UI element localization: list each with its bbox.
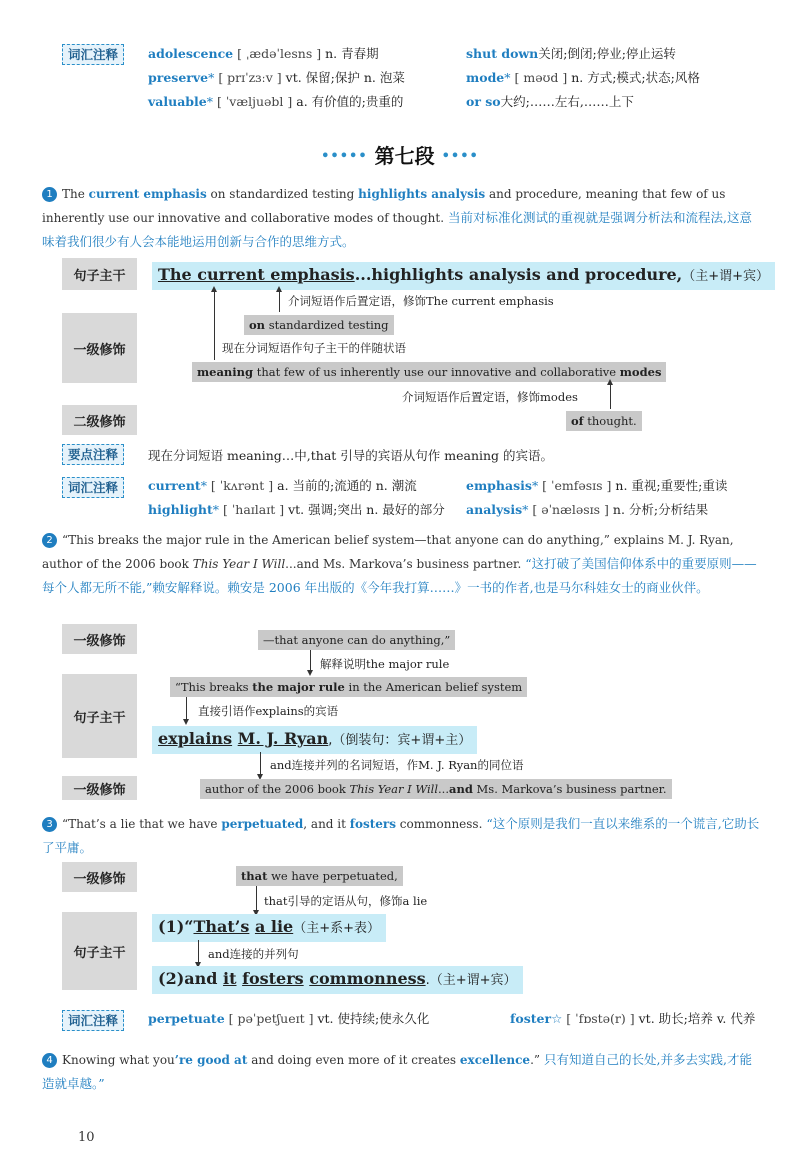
vocab-item [148,68,405,88]
arrow-down-icon [310,650,311,672]
vocab-word: mode [466,70,505,85]
arrow-up-icon [610,383,611,409]
vocab-definition: 大约;……左右,……上下 [500,94,634,109]
arrow-down-icon [198,940,199,964]
predicate: explains [158,729,233,748]
subject: it [223,969,237,988]
subject: That’s [193,917,250,936]
main-clause-box [152,262,775,290]
annotation: and连接的并列句 [208,947,299,961]
label-main-clause: 句子主干 [62,912,137,990]
arrow-up-icon [279,290,280,312]
vocab-word: valuable [148,94,207,109]
label-level1-modifier: 一级修饰 [62,313,137,383]
label-main-clause: 句子主干 [62,258,137,290]
subject: M. J. Ryan [237,729,329,748]
annotation: 介词短语作后置定语，修饰The current emphasis [288,294,554,308]
complement: a lie [254,917,294,936]
number-badge-icon: 1 [42,187,57,202]
main-clause-box-1: (1)“That’s a lie（主+系+表） [152,914,386,942]
dots-decoration-icon: ••••• [321,149,368,164]
annotation: 直接引语作explains的宾语 [198,704,339,718]
chinese-translation: “这打破了美国信仰体系中的重要原则——每个人都无所不能,”赖安解释说。赖安是 2006 年出版的《今年我打算……》一书的作者,也是马尔科娃女士的商业伙伴。 [42,556,757,595]
star-icon: ☆ [551,1011,563,1026]
arrow-down-icon [256,886,257,912]
english-text: “That’s a lie that we have perpetuated, and it fosters commonness. [62,817,483,831]
label-level1-modifier: 一级修饰 [62,862,137,892]
chinese-translation: 只有知道自己的长处,并多去实践,才能造就卓越。” [42,1052,752,1091]
annotation: 介词短语作后置定语，修饰modes [402,390,578,404]
annotation: 解释说明the major rule [320,657,450,671]
number-badge-icon: 2 [42,533,57,548]
structure-note: ,（倒装句：宾+谓+主） [328,733,472,748]
vocab-phonetic: [ ˌædəˈlesns ] [237,46,322,61]
vocab-item: current* [ ˈkʌrənt ] a. 当前的;流通的 n. 潮流 [148,478,417,493]
modifier-box: —that anyone can do anything,” [258,630,455,650]
annotation: 现在分词短语作句子主干的伴随状语 [222,341,406,355]
modifier-box: that we have perpetuated, [236,866,403,886]
structure-note: .（主+谓+宾） [425,973,517,988]
vocab-item: emphasis* [ ˈemfəsɪs ] n. 重视;重要性;重读 [466,478,728,493]
vocab-word: preserve [148,70,209,85]
predicate: ...highlights analysis and procedure, [354,265,683,284]
vocab-tag: 词汇注释 [62,1010,124,1031]
arrow-down-icon [186,697,187,721]
dots-decoration-icon: •••• [441,149,479,164]
star-icon: * [531,478,539,493]
paragraph-4 [42,1048,762,1095]
vocab-word: or so [466,94,501,109]
star-icon: * [208,70,215,85]
modifier-box: meaning that few of us inherently use our innovative and collaborative modes [192,362,666,382]
paragraph-2 [42,528,762,599]
vocab-item [148,92,403,112]
vocab-definition: n. 方式;模式;状态;风格 [571,70,700,85]
label-level1-modifier: 一级修饰 [62,776,137,800]
predicate: fosters [242,969,304,988]
english-text: The current emphasis on standardized testing highlights analysis and procedure, meaning that few of us inherently use our innovative and collaborative modes of thought. [42,187,726,225]
vocab-tag: 词汇注释 [62,44,124,65]
vocab-phonetic: [ ˈvæljuəbl ] [216,94,293,109]
structure-note: （主+谓+宾） [682,269,770,284]
vocab-definition: n. 青春期 [325,46,379,61]
label-level2-modifier: 二级修饰 [62,405,137,435]
vocab-item [466,92,634,112]
paragraph-1 [42,182,762,253]
chinese-translation: 当前对标准化测试的重视就是强调分析法和流程法,这意味着我们很少有人会本能地运用创新与合作的思维方式。 [42,210,752,249]
number-badge-icon: 3 [42,817,57,832]
modifier-box: of thought. [566,411,642,431]
star-icon: * [206,94,213,109]
arrow-up-icon [214,290,215,360]
annotation: that引导的定语从句，修饰a lie [264,894,428,908]
label-level1-modifier: 一级修饰 [62,624,137,654]
chinese-translation: “这个原则是我们一直以来维系的一个谎言,它助长了平庸。 [42,816,760,855]
star-icon: * [504,70,511,85]
star-icon: * [522,502,529,517]
label-main-clause: 句子主干 [62,674,137,758]
vocab-word: adolescence [148,46,234,61]
vocab-definition: 关闭;倒闭;停业;停止运转 [538,46,676,61]
vocab-item: perpetuate [ pəˈpetʃueɪt ] vt. 使持续;使永久化 [148,1011,430,1026]
section-title-text: 第七段 [374,144,435,168]
english-text: “This breaks the major rule in the American belief system—that anyone can do anything,” explains M. J. Ryan, author of the 2006 book This Year I Will...and Ms. Markova’s business partner. [42,533,734,571]
structure-note: （主+系+表） [293,921,381,936]
vocab-item: foster☆ [ ˈfɒstə(r) ] vt. 助长;培养 v. 代养 [510,1011,756,1026]
number-badge-icon: 4 [42,1053,57,1068]
keypoint-text: 现在分词短语 meaning…中,that 引导的宾语从句作 meaning 的宾语。 [148,448,554,463]
keypoint-tag: 要点注释 [62,444,124,465]
vocab-definition: a. 有价值的;贵重的 [296,94,404,109]
subject: The current emphasis [158,265,355,284]
english-text: Knowing what you’re good at and doing even more of it creates excellence.” [62,1053,541,1067]
vocab-item: analysis* [ əˈnæləsɪs ] n. 分析;分析结果 [466,502,709,517]
main-clause-box-2: (2)and it fosters commonness.（主+谓+宾） [152,966,523,994]
vocab-item [466,44,676,64]
vocab-phonetic: [ prɪˈzɜːv ] [218,70,282,85]
modifier-box: author of the 2006 book This Year I Will...and Ms. Markova’s business partner. [200,779,672,799]
arrow-down-icon [260,752,261,776]
annotation: and连接并列的名词短语，作M. J. Ryan的同位语 [270,758,524,772]
star-icon: * [212,502,220,517]
vocab-word: shut down [466,46,539,61]
vocab-item: highlight* [ ˈhaɪlaɪt ] vt. 强调;突出 n. 最好的部分 [148,502,445,517]
modifier-box: on standardized testing [244,315,394,335]
object: commonness [309,969,426,988]
main-clause-box [152,726,477,754]
vocab-definition: vt. 保留;保护 n. 泡菜 [285,70,405,85]
star-icon: * [200,478,207,493]
vocab-item [148,44,379,64]
vocab-item [466,68,700,88]
page-number: 10 [78,1130,95,1145]
modifier-box: “This breaks the major rule in the American belief system [170,677,527,697]
paragraph-3 [42,812,762,859]
vocab-phonetic: [ məʊd ] [514,70,568,85]
section-title [0,140,800,169]
vocab-tag: 词汇注释 [62,477,124,498]
